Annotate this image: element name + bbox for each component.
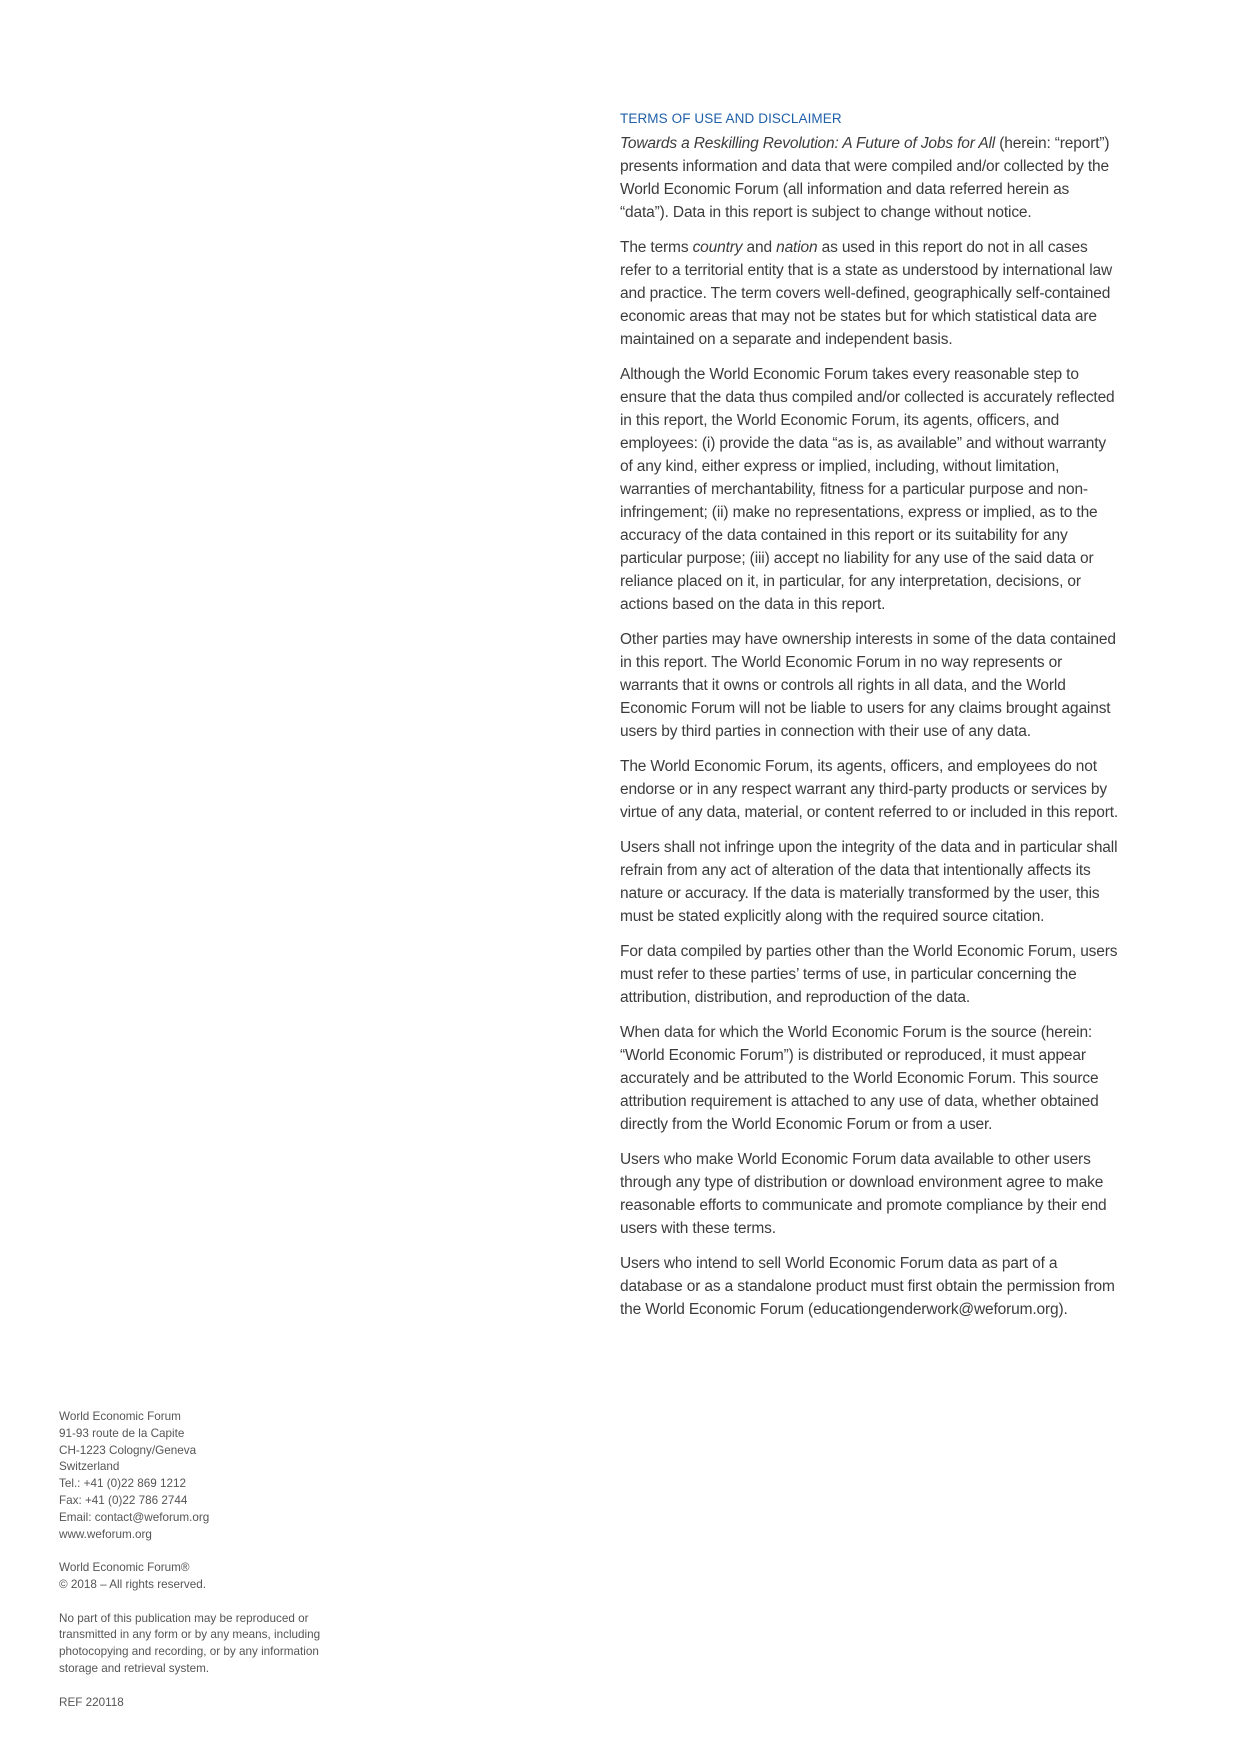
terms-paragraph-9: Users who make World Economic Forum data available to other users through any type of distribution or download environment agree to make reasonable efforts to communicate and promote compliance by their end users with these terms. (620, 1151, 1107, 1237)
terms-paragraph-4: Other parties may have ownership interests in some of the data contained in this report. The World Economic Forum in no way represents or warrants that it owns or controls all rights in all data, and the World Economic Forum will not be liable to users for any claims brought against users by third parties in connection with their use of any data. (620, 631, 1116, 740)
telephone: Tel.: +41 (0)22 869 1212 (59, 1477, 187, 1491)
terms-paragraph-2-a: The terms (620, 239, 693, 256)
reproduction-line-2: transmitted in any form or by any means, including (59, 1628, 321, 1642)
terms-paragraph-10: Users who intend to sell World Economic Forum data as part of a database or as a standalone product must first obtain the permission from the World Economic Forum (educationgenderwork@weforum.org). (620, 1255, 1115, 1318)
term-nation: nation (776, 239, 818, 256)
reproduction-line-3: photocopying and recording, or by any information (59, 1645, 319, 1659)
reference-block (59, 1695, 359, 1712)
terms-paragraph-5: The World Economic Forum, its agents, officers, and employees do not endorse or in any respect warrant any third-party products or services by virtue of any data, material, or content referred to or included in this report. (620, 758, 1119, 821)
terms-paragraph-3: Although the World Economic Forum takes every reasonable step to ensure that the data thus compiled and/or collected is accurately reflected in this report, the World Economic Forum, its agents, officers, and employees: (i) provide the data “as is, as available” and without warranty of any kind, either express or implied, including, without limitation, warranties of merchantability, fitness for a particular purpose and non-infringement; (ii) make no representations, express or implied, as to the accuracy of the data contained in this report or its suitability for any particular purpose; (iii) accept no liability for any use of the said data or reliance placed on it, in particular, for any interpretation, decisions, or actions based on the data in this report. (620, 366, 1115, 613)
contact-block (59, 1409, 359, 1543)
reference-code: REF 220118 (59, 1695, 124, 1709)
address-line-2: CH-1223 Cologny/Geneva (59, 1443, 197, 1457)
terms-paragraph-7: For data compiled by parties other than the World Economic Forum, users must refer to these parties’ terms of use, in particular concerning the attribution, distribution, and reproduction of the data. (620, 943, 1118, 1006)
term-country: country (692, 239, 743, 256)
terms-paragraph-2-b: and (742, 239, 777, 256)
report-title: Towards a Reskilling Revolution: A Future of Jobs for All (620, 135, 996, 152)
address-line-1: 91-93 route de la Capite (59, 1426, 185, 1440)
org-name: World Economic Forum (59, 1410, 181, 1423)
terms-paragraph-2-c: as used in this report do not in all cases refer to a territorial entity that is a state as understood by international law and practice. The term covers well-defined, geographically self-contained economic areas that may not be states but for which statistical data are maintained on a separate and independent basis. (620, 239, 1113, 348)
terms-paragraph-8: When data for which the World Economic Forum is the source (herein: “World Economic Forum”) is distributed or reproduced, it must appear accurately and be attributed to the World Economic Forum. This source attribution requirement is attached to any use of data, whether obtained directly from the World Economic Forum or from a user. (620, 1024, 1099, 1133)
reproduction-line-1: No part of this publication may be reproduced or (59, 1611, 309, 1625)
trademark: World Economic Forum® (59, 1561, 190, 1575)
fax: Fax: +41 (0)22 786 2744 (59, 1493, 188, 1507)
copyright-notice: © 2018 – All rights reserved. (59, 1577, 206, 1591)
terms-paragraph-2 (620, 236, 1120, 351)
terms-paragraph-1 (620, 132, 1120, 224)
reproduction-notice (59, 1611, 359, 1678)
reproduction-line-4: storage and retrieval system. (59, 1661, 210, 1675)
address-country: Switzerland (59, 1460, 120, 1474)
website: www.weforum.org (59, 1527, 152, 1541)
terms-of-use-section (620, 110, 1120, 1333)
email: Email: contact@weforum.org (59, 1510, 210, 1524)
terms-paragraph-1-text: (herein: “report”) presents information and data that were compiled and/or collected by the World Economic Forum (all information and data referred herein as “data”). Data in this report is subject to change without notice. (620, 135, 1110, 221)
terms-paragraph-6: Users shall not infringe upon the integrity of the data and in particular shall refrain from any act of alteration of the data that intentionally affects its nature or accuracy. If the data is materially transformed by the user, this must be stated explicitly along with the required source citation. (620, 839, 1118, 925)
copyright-block (59, 1560, 359, 1594)
terms-heading: TERMS OF USE AND DISCLAIMER (620, 111, 842, 126)
publisher-info (59, 1409, 359, 1728)
